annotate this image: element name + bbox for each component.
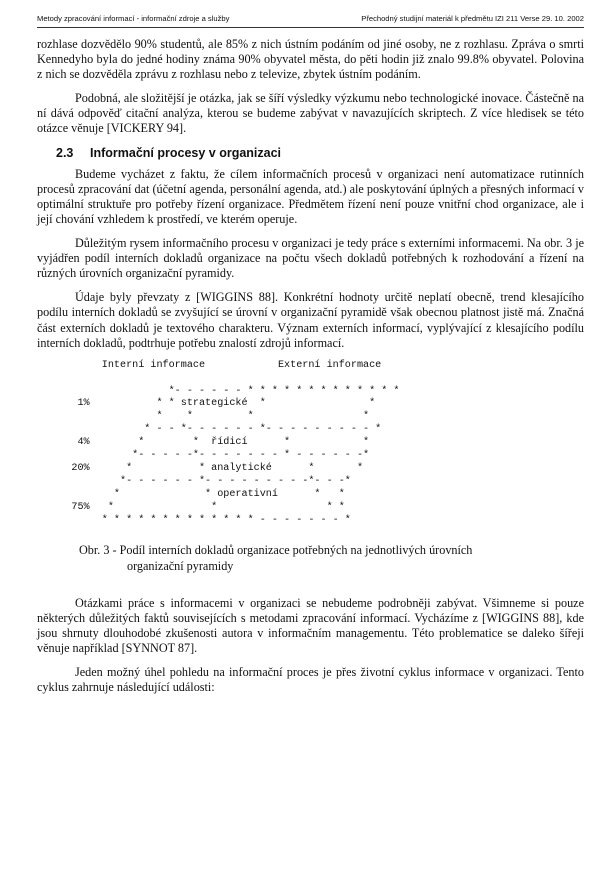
paragraph-2: Podobná, ale složitější je otázka, jak se šíří výsledky výzkumu nebo technologické inovace. Částečně na ní dává odpověď citační analýza, kterou se budeme zabývat v navazujících skriptech. Z více hledisek se této otázce věnuje [VICKERY 94]. — [37, 91, 584, 136]
paragraph-1: rozhlase dozvědělo 90% studentů, ale 85% z nich ústním podáním od jiné osoby, ne z rozhlasu. Zpráva o smrti Kennedyho byla do jedné hodiny známa 90% obyvatel města, do pěti hodin již znalo 99.8% obyvatel. Polovina z nich se dozvěděla zprávu z rozhlasu nebo z televize, zbytek ústním podáním. — [37, 37, 584, 82]
page-header — [37, 14, 584, 26]
header-left-text: Metody zpracování informací - informační zdroje a služby — [37, 14, 230, 23]
paragraph-7: Jeden možný úhel pohledu na informační proces je přes životní cyklus informace v organizaci. Tento cyklus zahrnuje následující události: — [37, 665, 584, 695]
pyramid-diagram: Interní informace Externí informace *- - - - - - * * * * * * * * * * * * * 1% * * strategické * * * * * * * - - *- - - - - - *- - - - - - - - - * 4% * * řídicí * * *- - - - -*- - - - - - - * - - - - - -* 20% * * analytické * * *- - - - - - *- - - - - - - - -*- - -* * * operativní * * 75% * * * * * * * * * * * * * * * * * - - - - - - - * — [71, 359, 400, 526]
header-right-text: Přechodný studijní materiál k předmětu IZI 211 Verse 29. 10. 2002 — [361, 14, 584, 23]
paragraph-4: Důležitým rysem informačního procesu v organizaci je tedy práce s externími informacemi. Na obr. 3 je vyjádřen podíl interních dokladů organizace na počtu všech dokladů potřebných k rozhodování a řízení na různých úrovních organizační pyramidy. — [37, 236, 584, 281]
document-body — [37, 37, 584, 704]
header-divider — [37, 27, 584, 28]
section-title: Informační procesy v organizaci — [90, 145, 282, 160]
caption-line-2: organizační pyramidy — [127, 558, 234, 573]
spacer — [37, 574, 584, 596]
section-heading — [56, 146, 584, 161]
caption-line-1: Obr. 3 - Podíl interních dokladů organizace potřebných na jednotlivých úrovních — [79, 543, 473, 558]
figure-caption — [79, 543, 584, 573]
paragraph-3: Budeme vycházet z faktu, že cílem informačních procesů v organizaci není automatizace rutinních procesů zpracování dat (účetní agenda, personální agenda, atd.) ale poskytování úplných a přesných informací v optimální struktuře pro potřeby řízení organizace. Předmětem řízení není pouze vnitřní chod organizace, ale i její chování vzhledem k prostředí, ve kterém operuje. — [37, 166, 584, 226]
paragraph-6: Otázkami práce s informacemi v organizaci se nebudeme podrobněji zabývat. Všimneme si pouze některých důležitých faktů souvisejících s metodami zpracování informací. Vycházíme z [WIGGINS 88], kde jsou shrnuty dlouhodobé zkušenosti autora v informačním managementu. Této problematice se daleko šířeji věnuje například [SYNNOT 87]. — [37, 595, 584, 655]
paragraph-5: Údaje byly převzaty z [WIGGINS 88]. Konkrétní hodnoty určitě neplatí obecně, trend klesajícího podílu interních dokladů se zvyšující se úrovní v organizační pyramidě však obecnou platnost jistě má. Značná část externích dokladů je textového charakteru. Význam externích informací, vyplývající z klesajícího podílu interních dokladů, podtrhuje potřebu znalostí zdrojů informací. — [37, 290, 584, 350]
section-number: 2.3 — [56, 145, 74, 160]
